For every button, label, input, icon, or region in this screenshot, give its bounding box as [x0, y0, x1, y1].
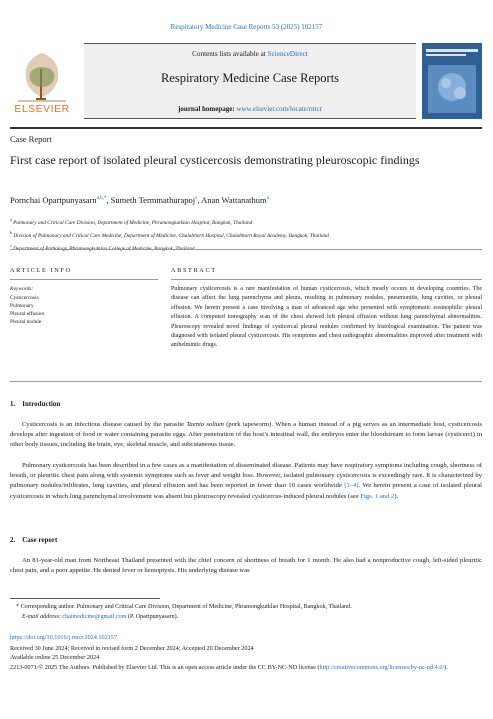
masthead-rule — [10, 127, 482, 129]
affiliation-item — [10, 215, 482, 228]
author-list — [10, 195, 269, 205]
keyword-item: Pulmonary — [10, 303, 34, 309]
body-paragraph — [10, 556, 482, 576]
keywords-list — [10, 294, 44, 326]
author-name[interactable]: Pornchai Opartpunyasarn — [10, 195, 97, 205]
body-paragraph — [10, 461, 482, 502]
license-text: 2213-0071/© 2025 The Authors. Published by Elsevier Ltd. This is an open access article under the CC BY-NC-ND license ( — [10, 663, 320, 671]
footnote-line — [10, 603, 482, 613]
section-heading-introduction: 1. Introduction — [10, 400, 61, 408]
elsevier-wordmark: ELSEVIER — [14, 103, 70, 115]
author-separator: , — [197, 195, 202, 205]
species-name: Taenia solium — [186, 421, 224, 428]
footnote-marker: * — [16, 604, 20, 610]
footnote-rule — [10, 598, 160, 599]
abstract-text: Pulmonary cysticercosis is a rare manifestation of human cysticercosis, which mostly occurs in developing countries. The disease can affect the lung parenchyma and pleura, resulting in pulmonary nodules, pneumonitis, lung cavities, or pleural effusion. We herein present a case involving a man of advanced age who presented with symptomatic eosinophilic pleural effusion. A computed tomography scan of the chest showed left pleural effusion without lung parenchymal abnormalities. Pleuroscopy revealed novel findings of cysticercal pleural nodules confirmed by histological examination. The patient was diagnosed with isolated pleural cysticercosis. His symptoms and chest radiographic abnormalities improved after treatment with anthelmintic drugs. — [171, 286, 482, 349]
body-paragraph — [10, 420, 482, 451]
section-heading-case-report: 2. Case report — [10, 536, 58, 544]
journal-cover-thumbnail[interactable] — [422, 43, 482, 119]
keywords-label: Keywords: — [10, 286, 34, 292]
keyword-item: Pleural nodule — [10, 319, 42, 325]
license-link[interactable]: http://creativecommons.org/licenses/by-nc-nd/4.0/ — [319, 663, 445, 671]
article-info-divider — [10, 279, 158, 280]
paragraph-text: . We herein present a case of isolated pleural cysticercosis in which lung parenchymal involvement was absent but pleuroscopy revealed cysticercus-induced pleural nodules (see — [10, 482, 483, 500]
corresponding-author-footnote — [10, 603, 482, 623]
paragraph-text: (pork tapeworm). When a human instead of a pig serves as an intermediate host, cysticercosis develops after ingestion of food or water containing parasite eggs. After penetration of the host’s intestinal wall, the embryos enter the bloodstream to form larvae (cysticerci) in other body tissues, including the brain, eye, skeletal muscle, and subcutaneous tissue. — [10, 421, 482, 449]
homepage-link[interactable]: www.elsevier.com/locate/rmcr — [236, 105, 322, 113]
email-link[interactable]: chaimedicine@gmail.com — [62, 613, 127, 620]
author-separator: , — [106, 195, 111, 205]
reference-link[interactable]: [1–4] — [344, 482, 359, 490]
doi-link[interactable]: https://doi.org/10.1016/j.rmcr.2024.102157 — [10, 634, 117, 641]
journal-masthead — [10, 43, 482, 121]
contents-prefix: Contents lists available at — [192, 50, 268, 58]
contents-line — [84, 50, 416, 58]
affiliation-item — [10, 228, 482, 241]
email-suffix: (P. Opartpunyasarn). — [126, 613, 179, 620]
footnote-text: Corresponding author. Pulmonary and Critical Care Division, Department of Medicine, Phramongkutklao Hospital, Bangkok, Thailand. — [19, 604, 352, 610]
abstract-bottom-divider — [10, 381, 482, 382]
homepage-label: journal homepage: — [178, 105, 237, 113]
affiliation-marker: a — [10, 217, 12, 222]
available-online: Available online 25 December 2024 — [10, 654, 100, 662]
author-affiliation-marker[interactable]: c — [195, 196, 198, 202]
affiliation-text: Division of Pulmonary and Critical Care Medicine, Department of Medicine, Chulabhorn Hospital, Chulabhorn Royal Academy, Bangkok, Thailand — [13, 232, 329, 239]
figure-link[interactable]: Figs. 1 and 2 — [360, 492, 395, 500]
affiliation-text: Pulmonary and Critical Care Division, Department of Medicine, Phramongkutklao Hospital, Bangkok, Thailand — [13, 219, 253, 226]
author-name[interactable]: Anan Wattanathum — [201, 195, 267, 205]
keyword-item: Pleural effusion — [10, 311, 45, 317]
abstract-divider — [171, 279, 482, 280]
section-divider — [10, 249, 482, 250]
license-text: ). — [444, 663, 448, 671]
received-dates: Received 30 June 2024; Received in revised form 2 December 2024; Accepted 20 December 2024 — [10, 645, 254, 652]
article-type: Case Report — [10, 134, 52, 144]
email-label: E-mail address: — [22, 613, 63, 620]
paragraph-text: Pulmonary cysticercosis has been described in a few cases as a manifestation of disseminated disease. Patients may have respiratory symptoms including cough, shortness of breath, or pleuritic chest pain along with systemic symptoms such as fever and weight loss. However, isolated pulmonary cysticercosis is exceedingly rare. It is characterized by pulmonary nodules/infiltrates, lung cavities, and pleural effusion and has been reported in fewer than 10 cases worldwide — [10, 462, 482, 490]
affiliation-marker: c — [10, 242, 12, 248]
author-name[interactable]: Sumeth Termmathurapoj — [110, 195, 196, 205]
footnote-email-line — [10, 613, 482, 623]
paragraph-text: ). — [394, 492, 399, 500]
keyword-item: Cysticercosis — [10, 295, 39, 301]
publication-history — [10, 644, 482, 672]
journal-name[interactable]: Respiratory Medicine Case Reports — [160, 71, 340, 85]
running-header[interactable]: Respiratory Medicine Case Reports 53 (2025) 102157 — [170, 23, 323, 31]
sciencedirect-link[interactable]: ScienceDirect — [267, 50, 308, 58]
article-title: First case report of isolated pleural cysticercosis demonstrating pleuroscopic findings — [10, 153, 420, 167]
affiliation-marker: b — [10, 229, 12, 235]
journal-title-box — [84, 43, 416, 119]
affiliation-item — [10, 241, 482, 254]
abstract-heading: ABSTRACT — [171, 267, 217, 274]
homepage-line — [84, 105, 416, 113]
license-statement — [10, 663, 482, 672]
elsevier-logo[interactable] — [10, 47, 74, 119]
paragraph-text: Cysticercosis is an infectious disease caused by the parasite — [22, 421, 187, 428]
author-affiliation-marker[interactable]: a,b,* — [96, 196, 107, 202]
article-info-heading: ARTICLE INFO — [10, 267, 72, 274]
affiliations — [10, 215, 482, 253]
paragraph-text: An 81-year-old man from Northeast Thailand presented with the chief concern of shortness of breath for 1 month. He also had a nonproductive cough, left-sided pleuritic chest pain, and a poor appetite. He denied fever or hemoptysis. His underlying disease was — [10, 557, 482, 575]
author-affiliation-marker[interactable]: a — [266, 196, 269, 202]
